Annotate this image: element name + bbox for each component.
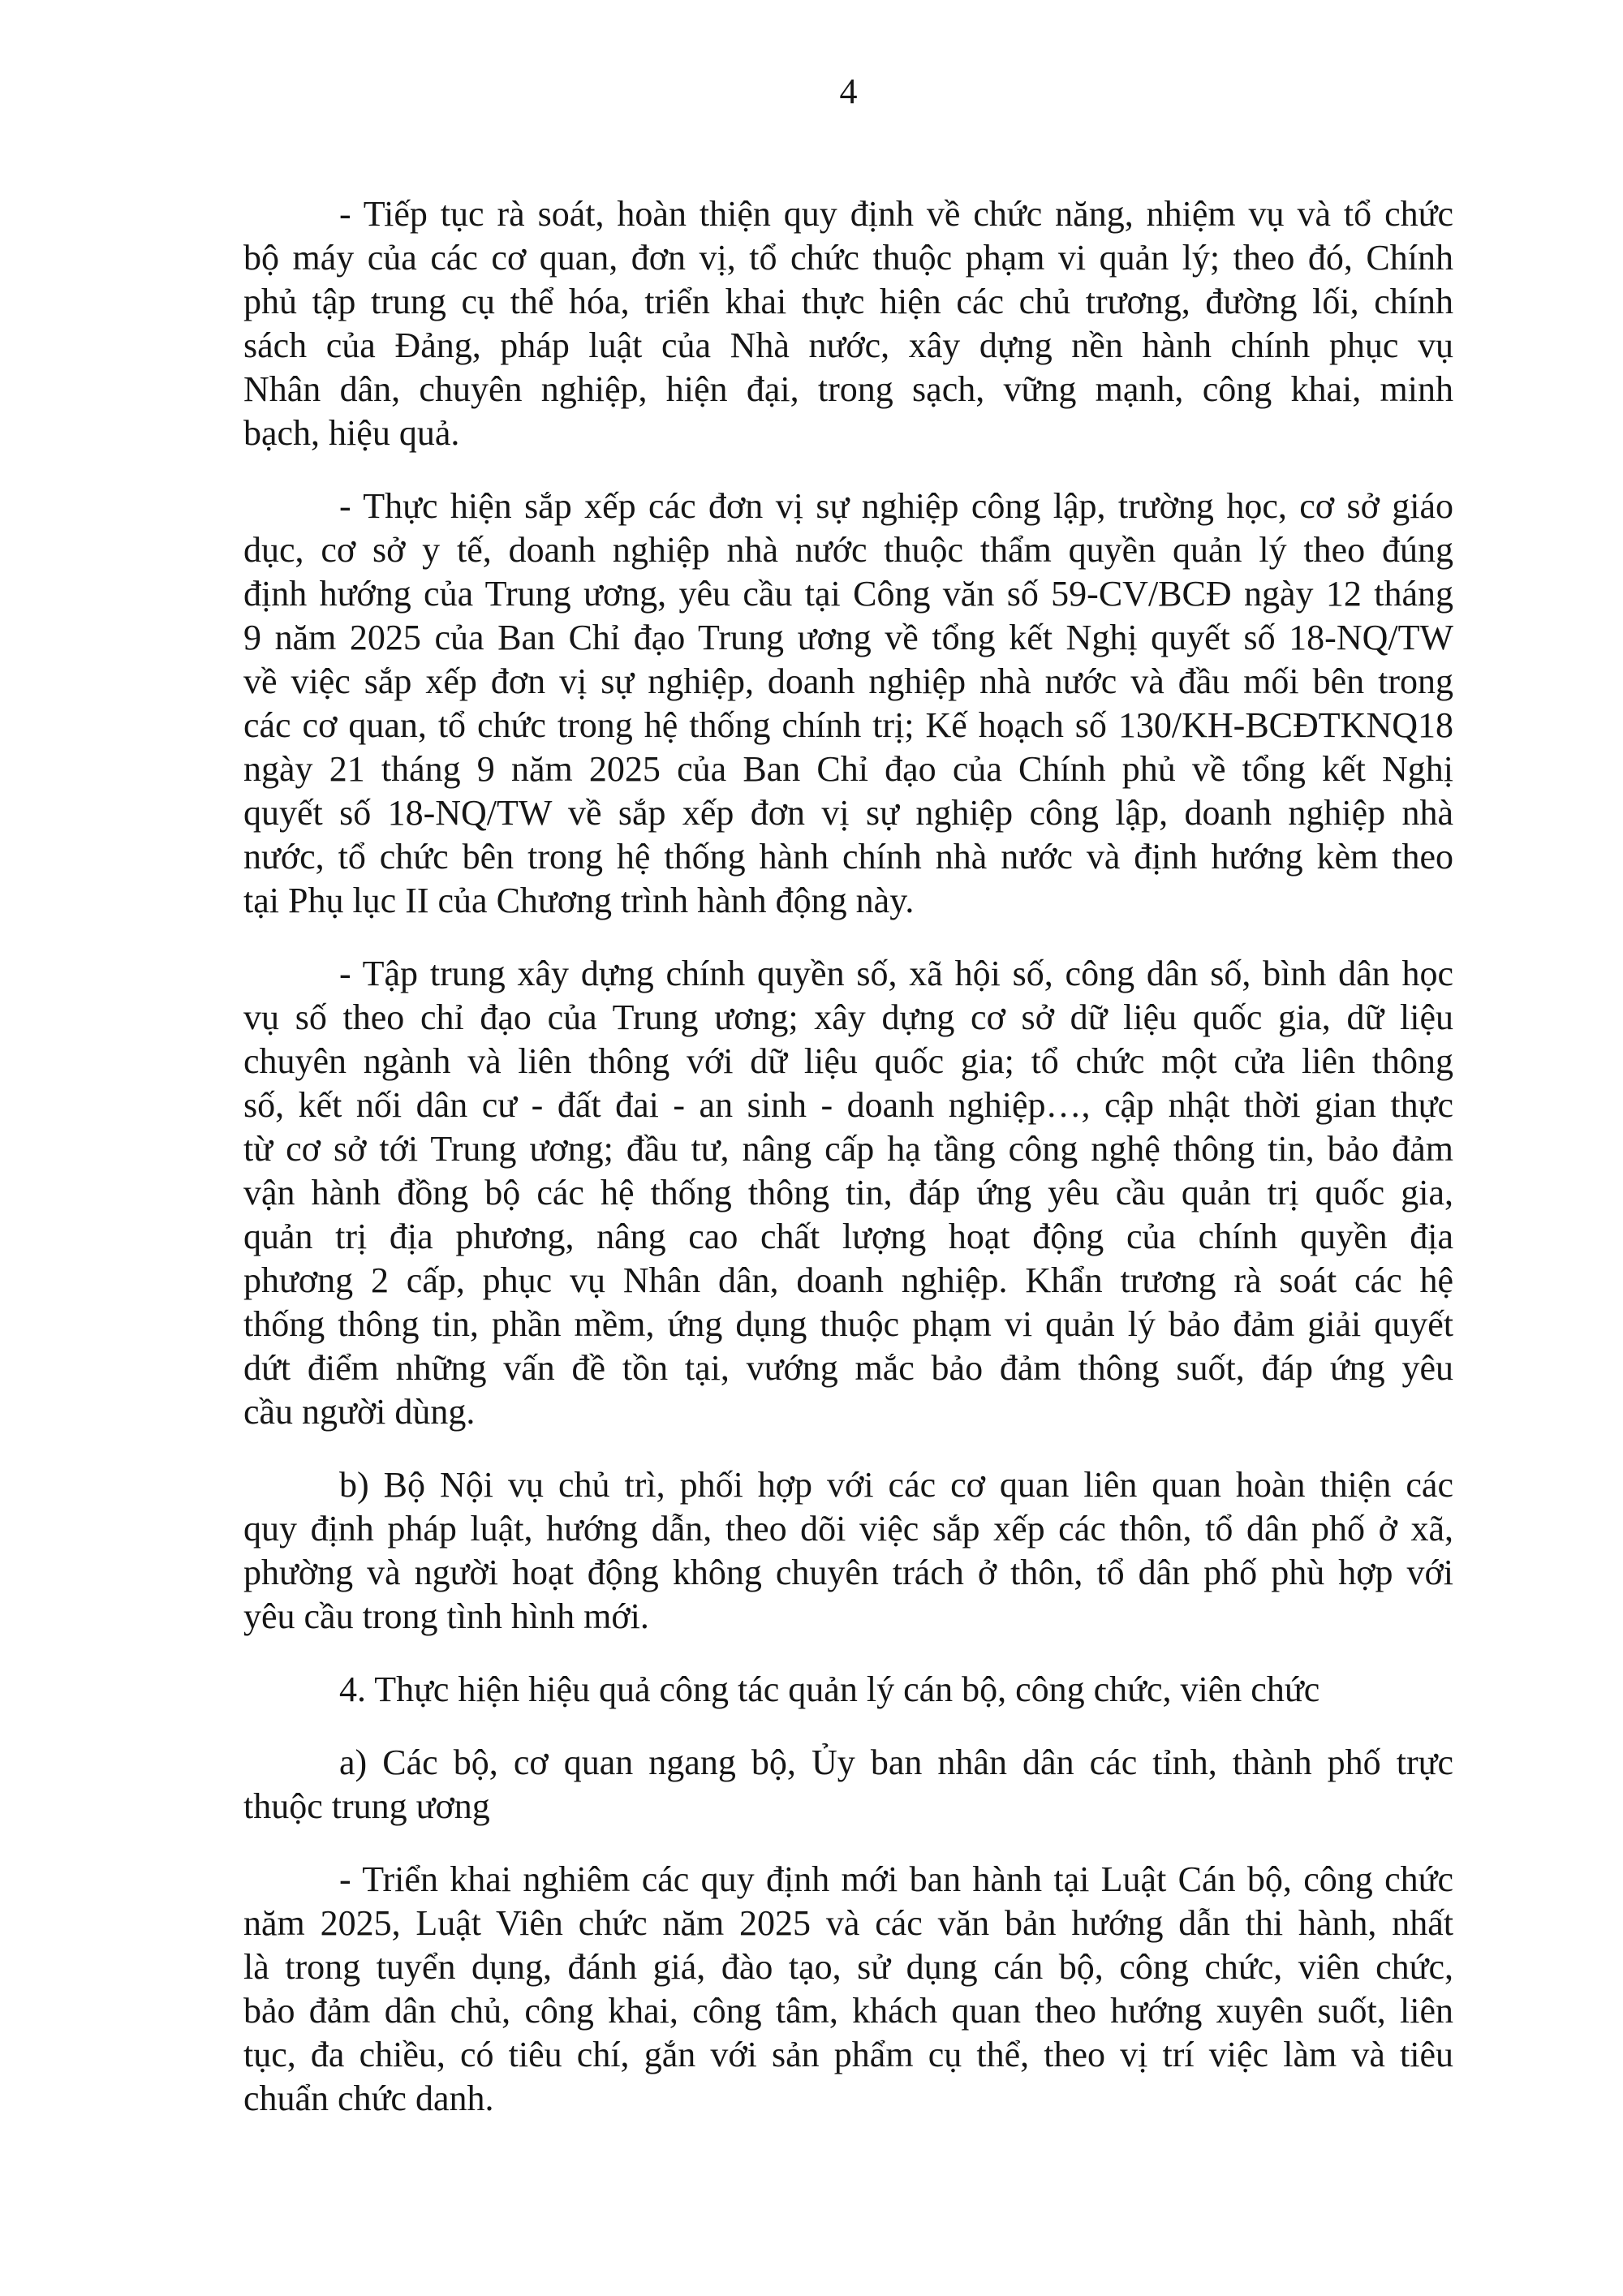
text-line: chuẩn chức danh.: [243, 2078, 494, 2118]
text-line: dục, cơ sở y tế, doanh nghiệp nhà nước thuộc thẩm quyền quản lý theo đúng: [243, 530, 1453, 570]
text-line: cầu người dùng.: [243, 1392, 476, 1432]
text-line: phương 2 cấp, phục vụ Nhân dân, doanh nghiệp. Khẩn trương rà soát các hệ: [243, 1260, 1453, 1300]
text-line: tục, đa chiều, có tiêu chí, gắn với sản phẩm cụ thể, theo vị trí việc làm và tiêu: [243, 2035, 1453, 2074]
text-line: số, kết nối dân cư - đất đai - an sinh - doanh nghiệp…, cập nhật thời gian thực: [243, 1085, 1453, 1125]
text-line: thống thông tin, phần mềm, ứng dụng thuộc phạm vi quản lý bảo đảm giải quyết: [243, 1304, 1453, 1344]
text-line: nước, tổ chức bên trong hệ thống hành chính nhà nước và định hướng kèm theo: [243, 837, 1453, 877]
paragraph-digital-government: [243, 952, 1453, 1434]
subsection-heading-a: [243, 1741, 1453, 1829]
text-line: là trong tuyển dụng, đánh giá, đào tạo, sử dụng cán bộ, công chức, viên chức,: [243, 1947, 1453, 1987]
text-line: - Triển khai nghiêm các quy định mới ban hành tại Luật Cán bộ, công chức: [339, 1859, 1453, 1899]
text-line: 4. Thực hiện hiệu quả công tác quản lý cán bộ, công chức, viên chức: [339, 1669, 1320, 1709]
text-line: dứt điểm những vấn đề tồn tại, vướng mắc bảo đảm thông suốt, đáp ứng yêu: [243, 1348, 1453, 1388]
text-line: năm 2025, Luật Viên chức năm 2025 và các văn bản hướng dẫn thi hành, nhất: [243, 1903, 1453, 1943]
text-line: vụ số theo chỉ đạo của Trung ương; xây dựng cơ sở dữ liệu quốc gia, dữ liệu: [243, 997, 1453, 1037]
text-line: ngày 21 tháng 9 năm 2025 của Ban Chỉ đạo của Chính phủ về tổng kết Nghị: [243, 749, 1453, 789]
text-line: chuyên ngành và liên thông với dữ liệu quốc gia; tổ chức một cửa liên thông: [243, 1041, 1453, 1081]
text-line: định hướng của Trung ương, yêu cầu tại Công văn số 59-CV/BCĐ ngày 12 tháng: [243, 574, 1453, 614]
text-line: sách của Đảng, pháp luật của Nhà nước, xây dựng nền hành chính phục vụ: [243, 325, 1453, 365]
text-line: vận hành đồng bộ các hệ thống thông tin, đáp ứng yêu cầu quản trị quốc gia,: [243, 1173, 1453, 1213]
text-line: tại Phụ lục II của Chương trình hành động này.: [243, 881, 915, 920]
text-line: thuộc trung ương: [243, 1786, 490, 1826]
text-line: quyết số 18-NQ/TW về sắp xếp đơn vị sự nghiệp công lập, doanh nghiệp nhà: [243, 793, 1453, 833]
text-line: phường và người hoạt động không chuyên trách ở thôn, tổ dân phố phù hợp với: [243, 1553, 1453, 1592]
text-line: bộ máy của các cơ quan, đơn vị, tổ chức thuộc phạm vi quản lý; theo đó, Chính: [243, 238, 1453, 278]
text-line: bảo đảm dân chủ, công khai, công tâm, khách quan theo hướng xuyên suốt, liên: [243, 1991, 1453, 2031]
text-line: các cơ quan, tổ chức trong hệ thống chính trị; Kế hoạch số 130/KH-BCĐTKNQ18: [243, 705, 1453, 745]
text-line: phủ tập trung cụ thể hóa, triển khai thực hiện các chủ trương, đường lối, chính: [243, 282, 1453, 321]
paragraph-implement-laws: [243, 1858, 1453, 2121]
page-number: 4: [839, 71, 858, 111]
paragraph-review-organization: [243, 192, 1453, 455]
text-line: từ cơ sở tới Trung ương; đầu tư, nâng cấp hạ tầng công nghệ thông tin, bảo đảm: [243, 1129, 1453, 1169]
body-text: [243, 192, 1453, 2150]
paragraph-ministry-home-affairs: [243, 1463, 1453, 1639]
text-line: Nhân dân, chuyên nghiệp, hiện đại, trong sạch, vững mạnh, công khai, minh: [243, 369, 1453, 409]
text-line: b) Bộ Nội vụ chủ trì, phối hợp với các cơ quan liên quan hoàn thiện các: [339, 1465, 1453, 1505]
text-line: a) Các bộ, cơ quan ngang bộ, Ủy ban nhân dân các tỉnh, thành phố trực: [339, 1742, 1453, 1782]
text-line: quy định pháp luật, hướng dẫn, theo dõi việc sắp xếp các thôn, tổ dân phố ở xã,: [243, 1509, 1453, 1549]
text-line: 9 năm 2025 của Ban Chỉ đạo Trung ương về tổng kết Nghị quyết số 18-NQ/TW: [243, 618, 1453, 657]
text-line: - Tập trung xây dựng chính quyền số, xã hội số, công dân số, bình dân học: [339, 954, 1453, 993]
text-line: bạch, hiệu quả.: [243, 413, 460, 453]
text-line: yêu cầu trong tình hình mới.: [243, 1596, 649, 1636]
text-line: về việc sắp xếp đơn vị sự nghiệp, doanh nghiệp nhà nước và đầu mối bên trong: [243, 661, 1453, 701]
text-line: - Tiếp tục rà soát, hoàn thiện quy định về chức năng, nhiệm vụ và tổ chức: [339, 194, 1453, 234]
paragraph-rearrange-units: [243, 485, 1453, 923]
section-heading-4: [243, 1668, 1453, 1712]
text-line: quản trị địa phương, nâng cao chất lượng hoạt động của chính quyền địa: [243, 1217, 1453, 1256]
text-line: - Thực hiện sắp xếp các đơn vị sự nghiệp công lập, trường học, cơ sở giáo: [339, 486, 1453, 526]
